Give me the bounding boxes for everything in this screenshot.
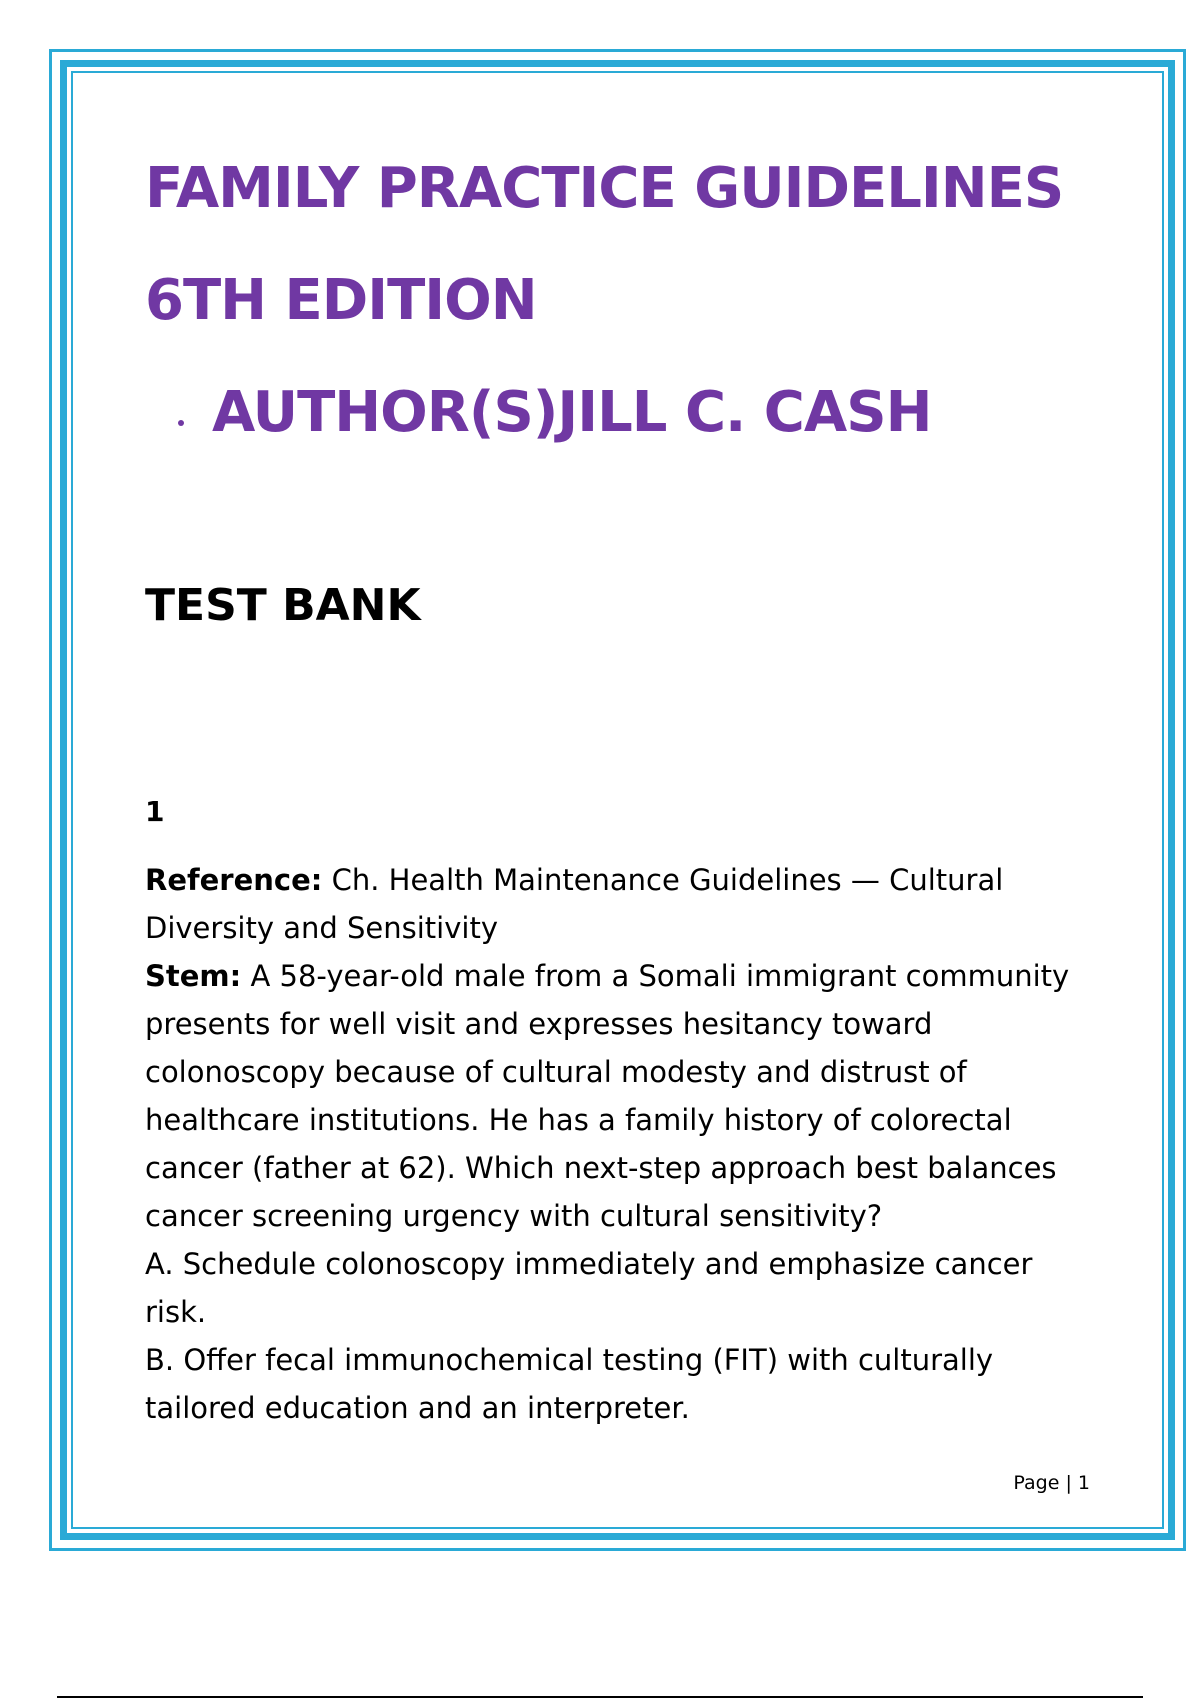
stem-label: Stem: [145, 959, 242, 993]
author-line: AUTHOR(S)JILL C. CASH [212, 380, 932, 445]
question-number: 1 [145, 795, 165, 828]
bullet-icon [178, 420, 184, 426]
title-line-2: 6TH EDITION [145, 268, 537, 333]
reference-paragraph [145, 856, 1095, 952]
answer-option-a: A. Schedule colonoscopy immediately and emphasize cancer risk. [145, 1247, 1033, 1329]
page-number: Page | 1 [1013, 1472, 1090, 1494]
title-line-1: FAMILY PRACTICE GUIDELINES [145, 156, 1064, 221]
answer-option-b: B. Offer fecal immunochemical testing (FIT) with culturally tailored education and an interpreter. [145, 1343, 994, 1425]
author-row [178, 380, 931, 445]
bottom-divider [57, 1696, 1143, 1698]
section-heading: TEST BANK [145, 580, 421, 631]
reference-label: Reference: [145, 863, 323, 897]
stem-text: A 58-year-old male from a Somali immigrant community presents for well visit and expresses hesitancy toward colonoscopy because of cultural modesty and distrust of healthcare institutions. He has a family history of colorectal cancer (father at 62). Which next-step approach best balances cancer screening urgency with cultural sensitivity? [145, 959, 1070, 1233]
stem-paragraph [145, 952, 1095, 1240]
reference-text: Ch. Health Maintenance Guidelines — Cultural Diversity and Sensitivity [145, 863, 1004, 945]
question-body [145, 856, 1095, 1432]
